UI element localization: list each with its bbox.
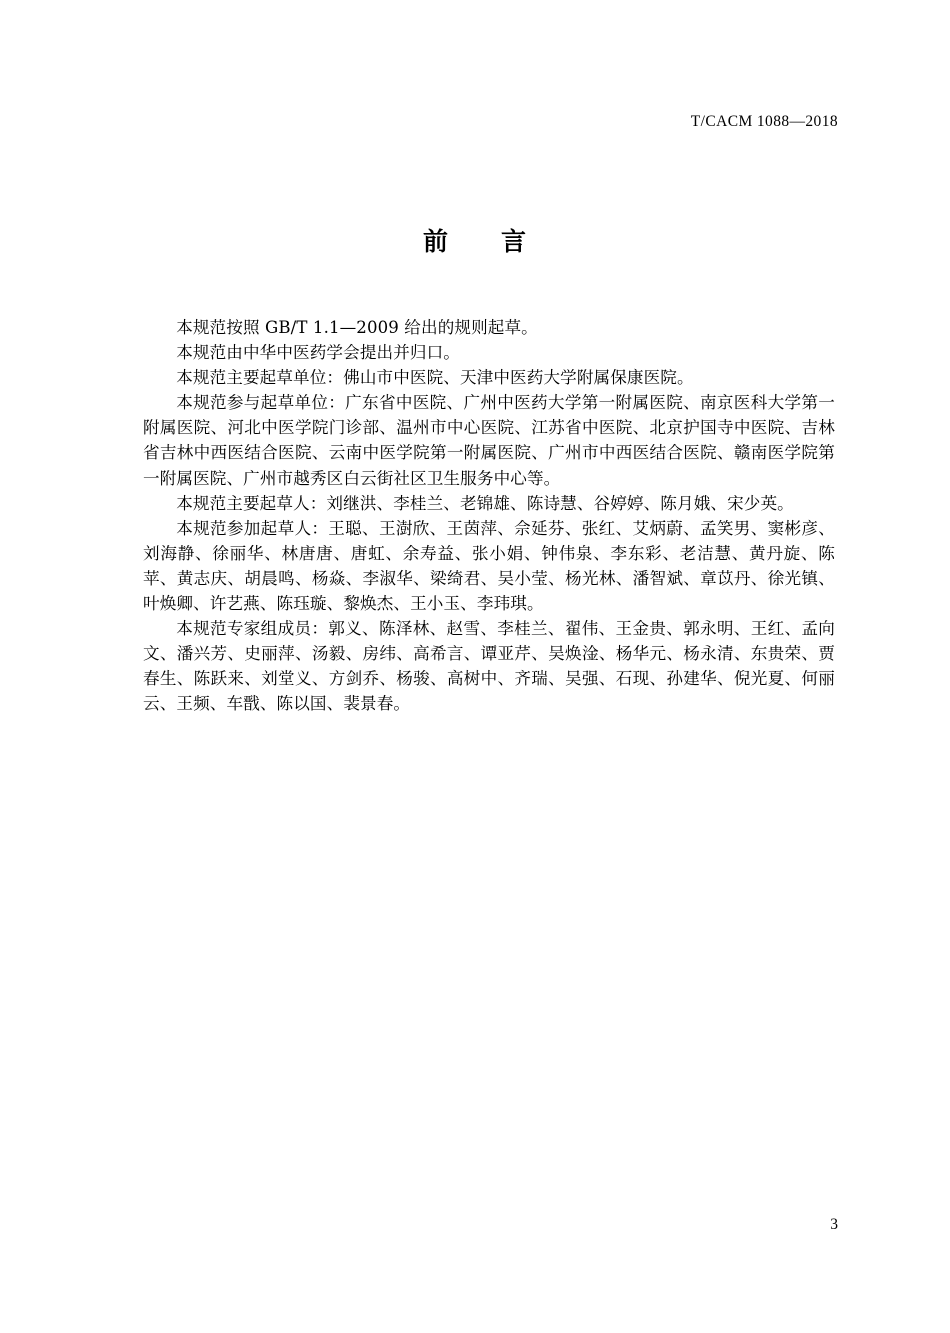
- standard-code-header: T/CACM 1088—2018: [690, 113, 838, 130]
- paragraph: 本规范由中华中医药学会提出并归口。: [176, 343, 460, 363]
- foreword-body: [143, 315, 835, 717]
- page-title: 前 言: [422, 227, 527, 256]
- paragraph: 本规范参加起草人：王聪、王澍欣、王茵萍、佘延芬、张红、艾炳蔚、孟笑男、窦彬彦、刘海静、徐丽华、林唐唐、唐虹、余寿益、张小娟、钟伟泉、李东彩、老洁慧、黄丹旋、陈苹、黄志庆、胡晨鸣、杨焱、李淑华、梁绮君、吴小莹、杨光林、潘智斌、章苡丹、徐光镇、叶焕卿、许艺燕、陈珏璇、黎焕杰、王小玉、李玮琪。: [143, 518, 835, 614]
- page-number: 3: [830, 1216, 838, 1233]
- paragraph: 本规范参与起草单位：广东省中医院、广州中医药大学第一附属医院、南京医科大学第一附属医院、河北中医学院门诊部、温州市中心医院、江苏省中医院、北京护国寺中医院、吉林省吉林中西医结合医院、云南中医学院第一附属医院、广州市中西医结合医院、赣南医学院第一附属医院、广州市越秀区白云街社区卫生服务中心等。: [143, 393, 835, 488]
- paragraph: 本规范专家组成员：郭义、陈泽林、赵雪、李桂兰、翟伟、王金贵、郭永明、王红、孟向文、潘兴芳、史丽萍、汤毅、房纬、高希言、谭亚芹、吴焕淦、杨华元、杨永清、东贵荣、贾春生、陈跃来、刘堂义、方剑乔、杨骏、高树中、齐瑞、吴强、石现、孙建华、倪光夏、何丽云、王频、车戬、陈以国、裴景春。: [143, 619, 835, 714]
- paragraph: 本规范按照 GB/T 1.1—2009 给出的规则起草。: [176, 318, 538, 337]
- paragraph: 本规范主要起草人：刘继洪、李桂兰、老锦雄、陈诗慧、谷婷婷、陈月娥、宋少英。: [176, 493, 794, 513]
- paragraph: 本规范主要起草单位：佛山市中医院、天津中医药大学附属保康医院。: [176, 368, 694, 388]
